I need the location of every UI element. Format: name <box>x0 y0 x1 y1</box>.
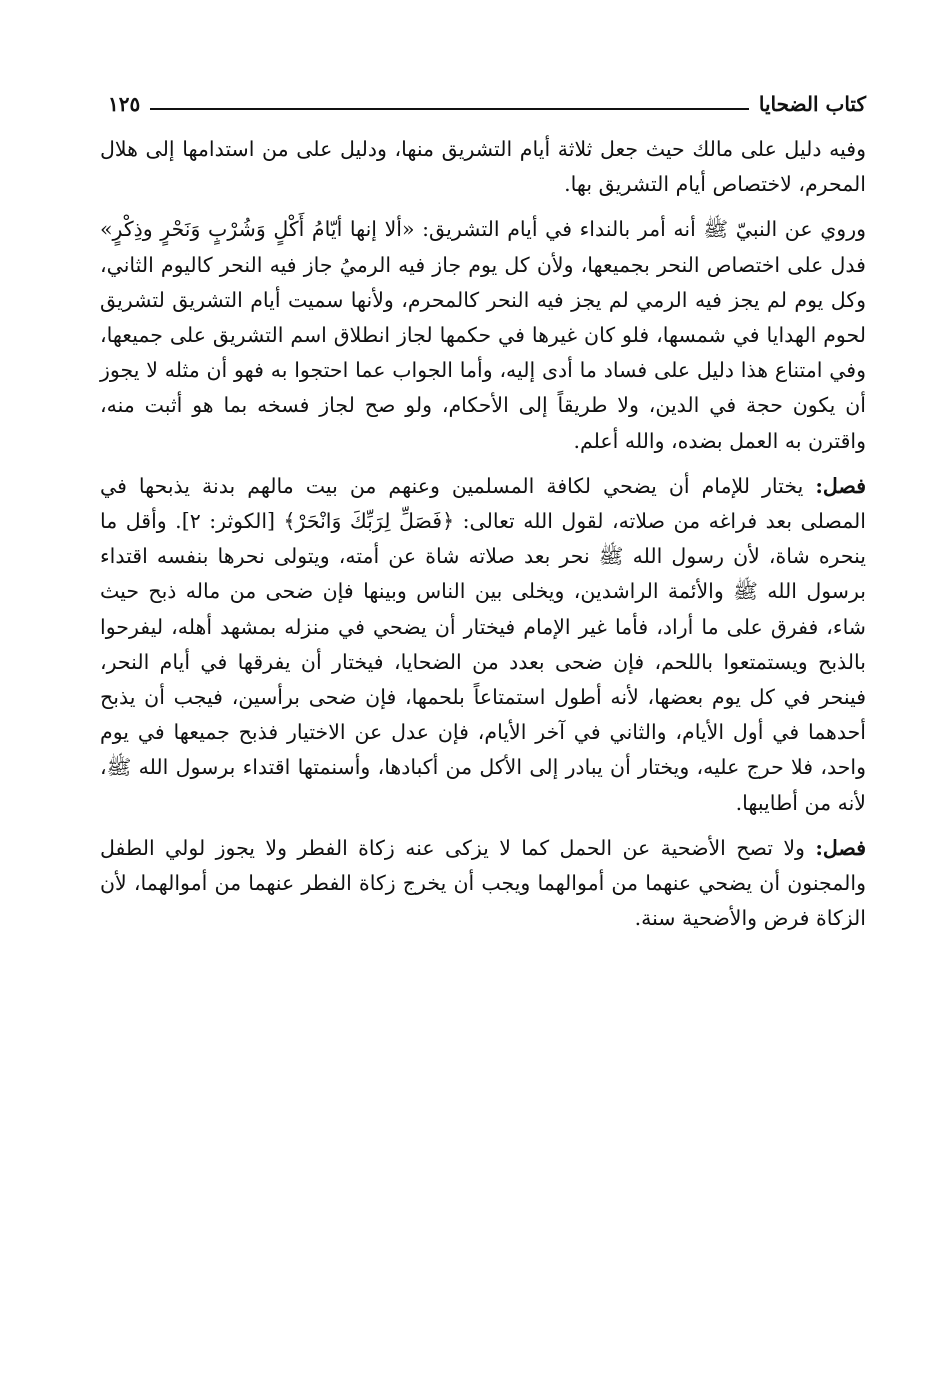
running-header <box>108 86 866 116</box>
paragraph-text: وفيه دليل على مالك حيث جعل ثلاثة أيام التشريق منها، ودليل على من استدامها إلى هلال المحرم، لاختصاص أيام التشريق بها. <box>100 137 866 197</box>
section-paragraph <box>100 831 866 937</box>
running-title: كتاب الضحايا <box>758 92 866 116</box>
paragraph-text: يختار للإمام أن يضحي لكافة المسلمين وعنهم من بيت مالهم بدنة يذبحها في المصلى بعد فراغه من صلاته، لقول الله تعالى: ﴿فَصَلِّ لِرَبِّكَ وَانْحَرْ﴾ [الكوثر: ٢]. وأقل ما ينحره شاة، لأن رسول الله ﷺ نحر بعد صلاته شاة عن أمته، ويتولى نحرها بنفسه اقتداء برسول الله ﷺ والأئمة الراشدين، ويخلى بين الناس وبينها فإن ضحى من ماله ذبح حيث شاء، ففرق على ما أراد، فأما غير الإمام فيختار أن يضحي في منزله بمشهد أهله، ليفرحوا بالذبح ويستمتعوا باللحم، فإن ضحى بعدد من الضحايا، فيختار أن يفرقها في أيام النحر، فينحر في كل يوم بعضها، لأنه أطول استمتاعاً بلحمها، فإن ضحى برأسين، فيجب أن يذبح أحدهما في أول الأيام، والثاني في آخر الأيام، فإن عدل عن الاختيار فذبح جميعها في يوم واحد، فلا حرج عليه، ويختار أن يبادر إلى الأكل من أكبادها، وأسنمتها اقتداء برسول الله ﷺ، لأنه من أطايبها. <box>100 473 866 815</box>
paragraph <box>100 212 866 458</box>
header-rule <box>150 108 749 110</box>
section-label: فصل: <box>815 835 866 860</box>
paragraph-text: ولا تصح الأضحية عن الحمل كما لا يزكى عنه زكاة الفطر ولا يجوز لولي الطفل والمجنون أن يضحي عنهما من أموالهما ويجب أن يخرج زكاة الفطر عنهما من أموالهما، لأن الزكاة فرض والأضحية سنة. <box>100 835 866 931</box>
paragraph-text: وروي عن النبيّ ﷺ أنه أمر بالنداء في أيام التشريق: «ألا إنها أيّامُ أَكْلٍ وَشُرْبٍ وَنَحْرٍ وذِكْرٍ» فدل على اختصاص النحر بجميعها، ولأن كل يوم جاز فيه الرميُ جاز فيه النحر كاليوم الثاني، وكل يوم لم يجز فيه الرمي لم يجز فيه النحر كالمحرم، ولأنها سميت أيام التشريق لتشريق لحوم الهدايا في شمسها، فلو كان غيرها في حكمها لجاز انطلاق اسم التشريق على جميعها، وفي امتناع هذا دليل على فساد ما أدى إليه، وأما الجواب عما احتجوا به فهو أن مثله لا يجوز أن يكون حجة في الدين، ولا طريقاً إلى الأحكام، ولو صح لجاز فسخه بما هو أثبت منه، واقترن به العمل بضده، والله أعلم. <box>100 217 866 453</box>
page-number: ١٢٥ <box>108 92 141 116</box>
paragraph <box>100 132 866 202</box>
main-text <box>100 132 866 946</box>
section-paragraph <box>100 469 866 821</box>
section-label: فصل: <box>815 473 866 498</box>
